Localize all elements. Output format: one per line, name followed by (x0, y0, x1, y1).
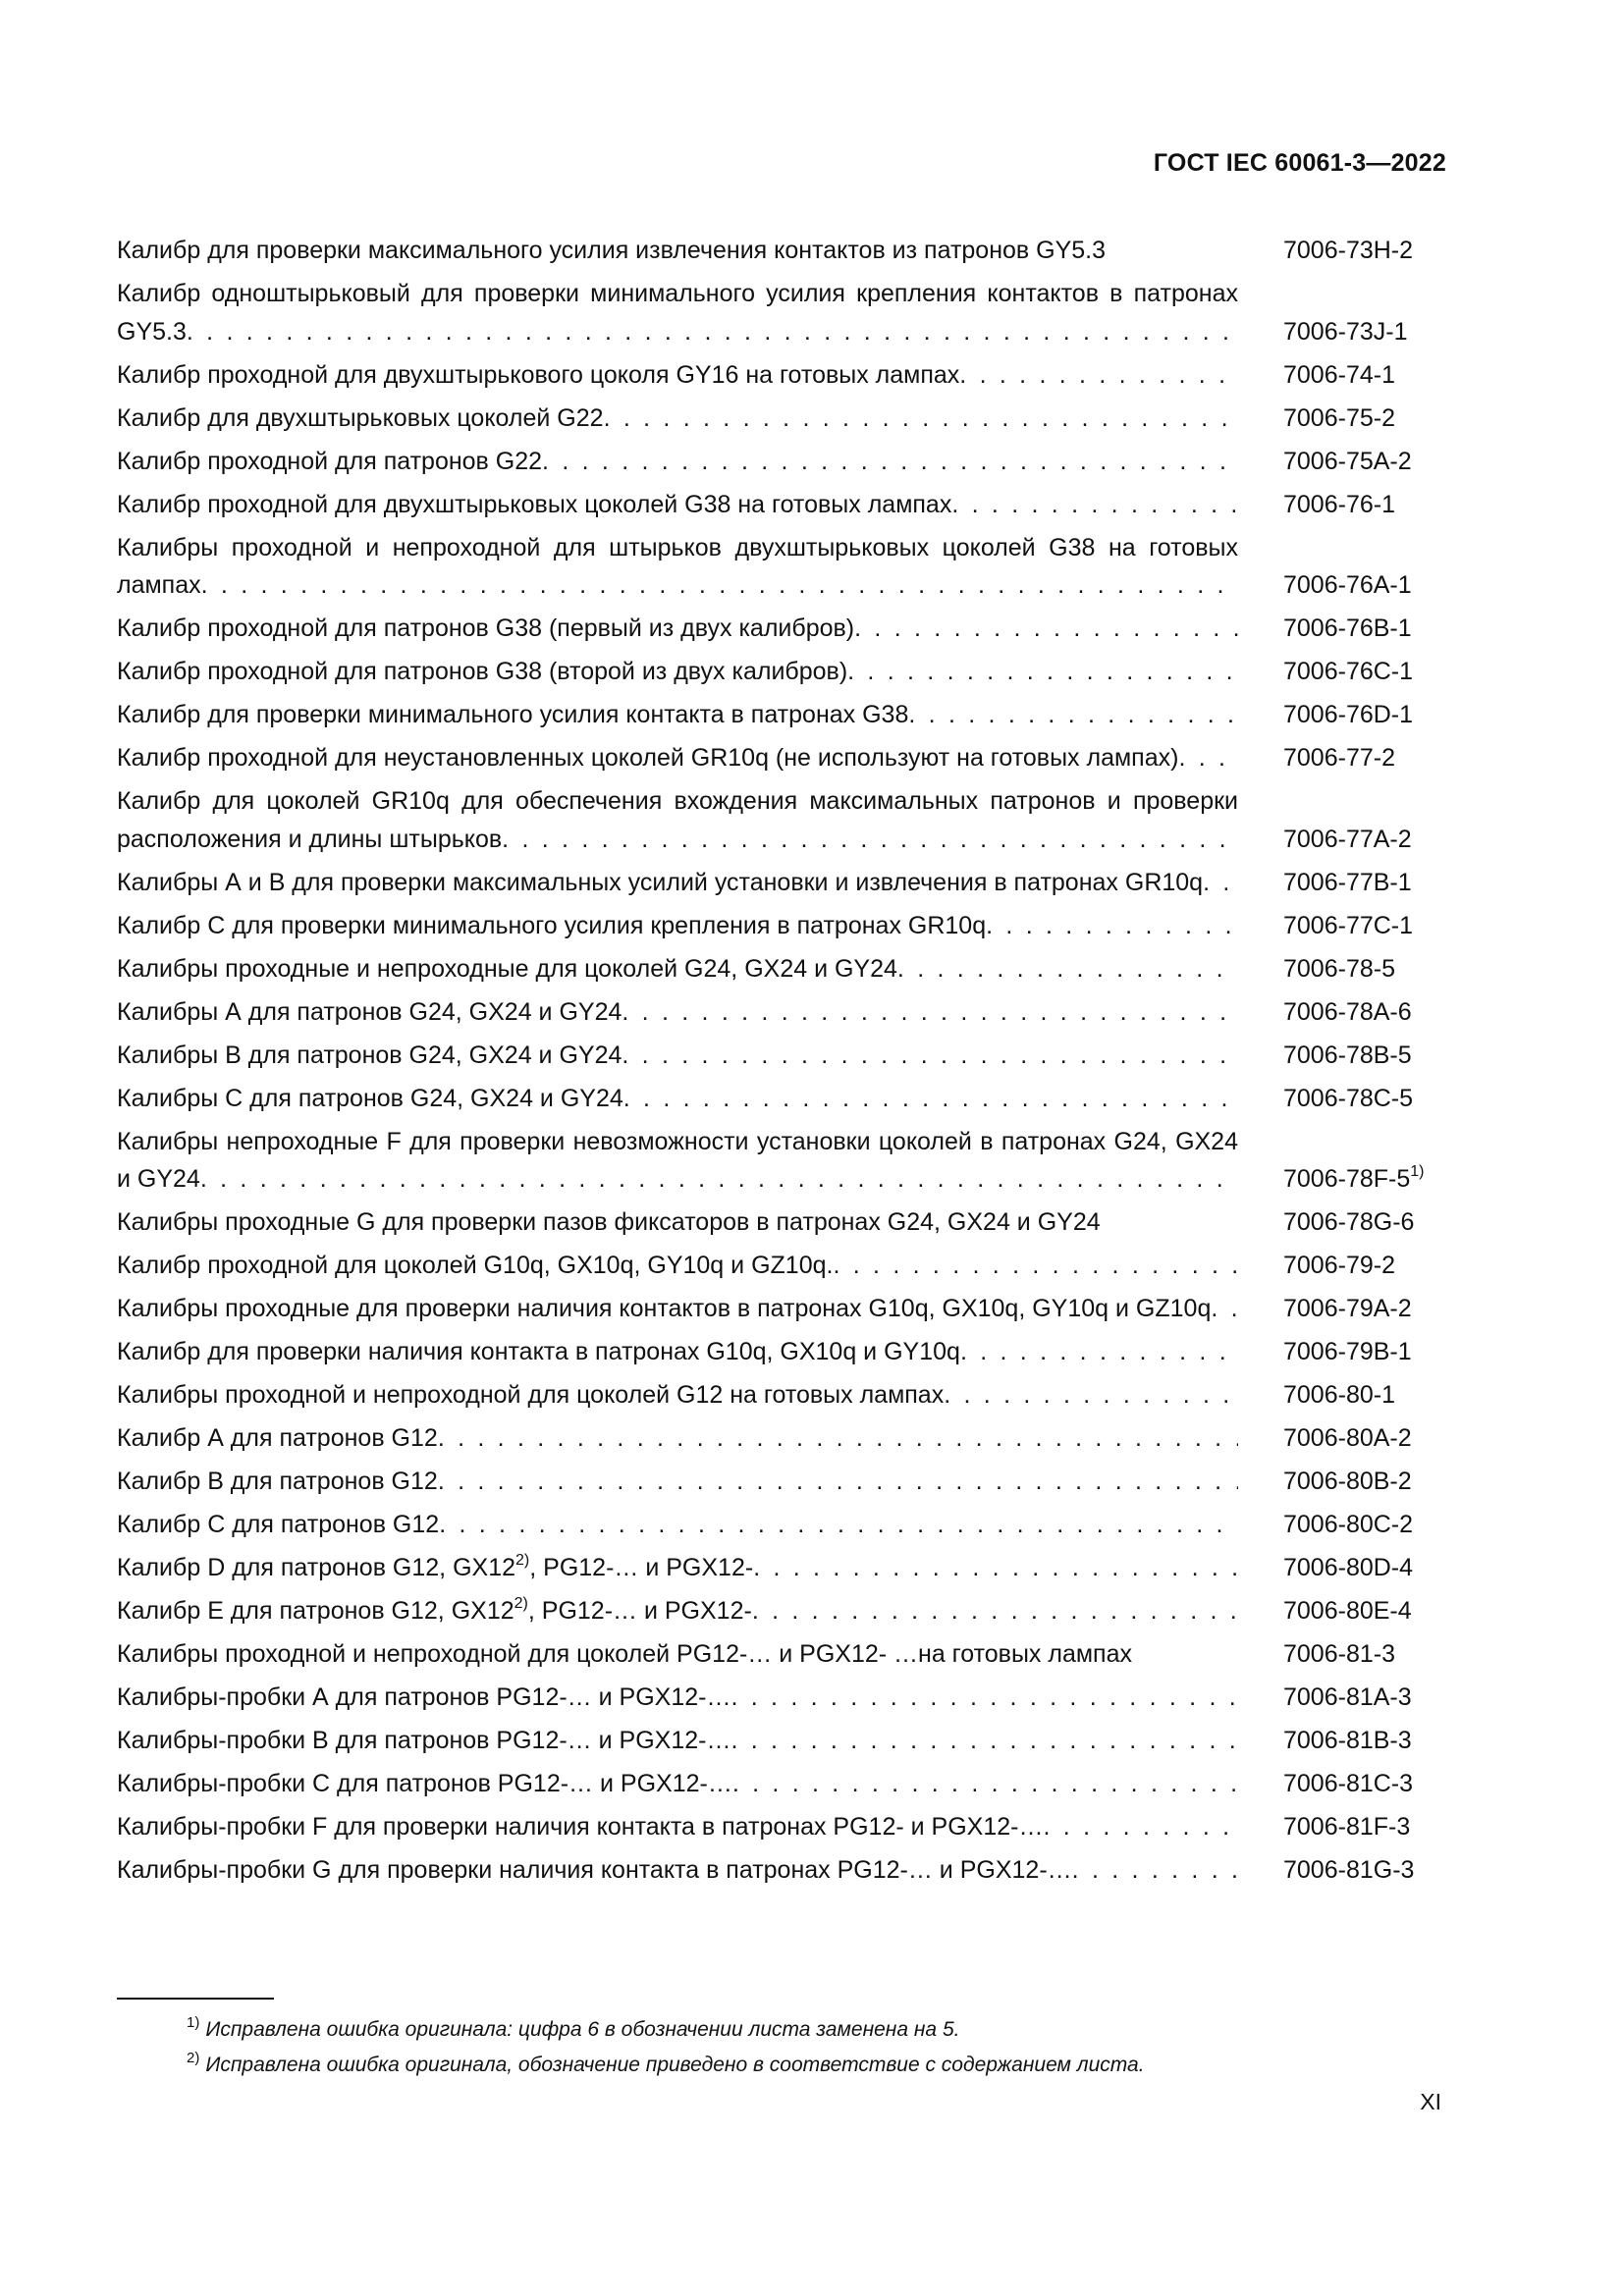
footnote-separator (117, 1998, 274, 2000)
toc-entry-code-value: 7006-79A-2 (1283, 1295, 1412, 1322)
toc-entry-title: Калибр С для патронов G12 (117, 1511, 440, 1538)
toc-entry (117, 1506, 1433, 1544)
dot-leader (959, 356, 1238, 395)
toc-entry-code (1283, 1851, 1414, 1890)
toc-entry-title-block (117, 1203, 1238, 1242)
toc-entry-title-block (117, 400, 1238, 438)
toc-entry-code (1283, 1722, 1412, 1760)
toc-entry-title: Калибры-пробки А для патронов PG12-… и PGX12-… (117, 1683, 731, 1711)
toc-entry (117, 486, 1433, 524)
toc-entry-title: Калибры С для патронов G24, GX24 и GY24 (117, 1084, 623, 1112)
toc-entry-code-value: 7006-73J-1 (1283, 317, 1408, 346)
toc-entry-code (1283, 907, 1413, 945)
toc-entry-title: Калибры проходной и непроходной для штырьков двухштырьковых цоколей G38 на готовых лампах (117, 533, 1238, 599)
toc-entry-title-block (117, 1506, 1238, 1544)
toc-entry-code (1283, 1463, 1412, 1501)
toc-entry-title-block (117, 782, 1238, 858)
toc-entry-code-value: 7006-76-1 (1283, 490, 1395, 518)
footnote (187, 2012, 1145, 2048)
toc-entry-title: Калибр для двухштырьковых цоколей G22 (117, 403, 604, 432)
toc-entry-title: Калибр В для патронов G12 (117, 1468, 438, 1495)
footnote-mark: 1) (187, 2014, 200, 2031)
dot-leader (833, 1247, 1238, 1285)
toc-entry-title: Калибры непроходные F для проверки невозможности установки цоколей в патронах G24, GX24 и GY24 (117, 1127, 1238, 1193)
toc-entry-title-block (117, 907, 1238, 945)
toc-entry (117, 1333, 1433, 1371)
toc-entry-code-value: 7006-74-1 (1283, 360, 1395, 389)
toc-entry-title-rest: , PG12-… и PGX12- (529, 1554, 754, 1581)
toc-entry-code-value: 7006-81C-3 (1283, 1770, 1414, 1797)
toc-entry-title-block (117, 1290, 1238, 1328)
toc-entry-code (1283, 1160, 1424, 1199)
toc-entry-code-value: 7006-81A-3 (1283, 1683, 1412, 1711)
toc-entry-title: Калибры проходные G для проверки пазов фиксаторов в патронах G24, GX24 и GY24 (117, 1208, 1101, 1236)
toc-entry-title: Калибр проходной для патронов G38 (второй из двух калибров) (117, 658, 848, 685)
toc-entry-title-block (117, 696, 1238, 734)
toc-entry (117, 739, 1433, 777)
toc-entry-code (1283, 821, 1412, 859)
toc-entry (117, 1808, 1433, 1846)
dot-leader (1072, 1851, 1238, 1890)
toc-entry-title-block (117, 1851, 1238, 1890)
toc-entry-title: Калибр проходной для двухштырьковых цоколей G38 на готовых лампах (117, 490, 952, 518)
toc-entry (117, 1851, 1433, 1890)
toc-entry-code-value: 7006-76A-1 (1283, 571, 1412, 599)
toc-entry-title-block (117, 529, 1238, 605)
toc-entry-code (1283, 1419, 1412, 1458)
dot-leader (200, 1160, 1238, 1199)
toc-entry-title-block (117, 993, 1238, 1032)
toc-entry-title-block (117, 486, 1238, 524)
toc-entry (117, 1635, 1433, 1674)
dot-leader (854, 610, 1238, 648)
toc-entry-title-block (117, 356, 1238, 395)
toc-entry-code-value: 7006-78C-5 (1283, 1084, 1414, 1112)
toc-entry-title: Калибр для цоколей GR10q для обеспечения вхождения максимальных патронов и проверки расположения и длины штырьков (117, 787, 1238, 853)
toc-entry-code (1283, 313, 1407, 351)
toc-entry-code (1283, 486, 1395, 524)
toc-entry-code (1283, 232, 1413, 270)
footnote-ref: 2) (515, 1552, 530, 1569)
toc-entry-code-value: 7006-81B-3 (1283, 1727, 1412, 1754)
toc-entry-code (1283, 566, 1412, 605)
toc-entry-code-value: 7006-76B-1 (1283, 614, 1412, 642)
toc-entry-title: Калибры-пробки С для патронов PG12-… и PGX12-… (117, 1770, 732, 1797)
toc-entry-title-block (117, 1722, 1238, 1760)
toc-entry-code-value: 7006-78G-6 (1283, 1208, 1415, 1236)
dot-leader (1043, 1808, 1238, 1846)
toc-entry-title-block (117, 275, 1238, 350)
toc-entry-code (1283, 1808, 1410, 1846)
toc-entry (117, 864, 1433, 902)
footnote-ref: 1) (1410, 1163, 1425, 1180)
toc-entry (117, 1463, 1433, 1501)
toc-entry-code (1283, 356, 1395, 395)
dot-leader (847, 653, 1238, 691)
toc-entry-title: Калибр проходной для неустановленных цоколей GR10q (не используют на готовых лампах) (117, 744, 1179, 772)
toc-entry-code-value: 7006-79B-1 (1283, 1338, 1412, 1365)
toc-entry-title-block (117, 1808, 1238, 1846)
toc-entry-code (1283, 1765, 1413, 1803)
dot-leader (1203, 864, 1238, 902)
toc-entry-code-value: 7006-77A-2 (1283, 825, 1412, 853)
dot-leader (1178, 739, 1238, 777)
toc-entry-code (1283, 1506, 1413, 1544)
toc-entry-title-block (117, 443, 1238, 481)
toc-entry-title-block (117, 1419, 1238, 1458)
toc-entry (117, 696, 1433, 734)
dot-leader (439, 1506, 1238, 1544)
toc-entry-code-value: 7006-81G-3 (1283, 1856, 1415, 1884)
dot-leader (730, 1722, 1238, 1760)
toc-entry-code-value: 7006-80E-4 (1283, 1597, 1412, 1625)
toc-entry-title-block (117, 1592, 1238, 1630)
dot-leader (201, 566, 1238, 605)
toc-entry (117, 1290, 1433, 1328)
toc-entry-code (1283, 739, 1395, 777)
toc-entry-title: Калибры проходной и непроходной для цоколей PG12-… и PGX12- …на готовых лампах (117, 1640, 1132, 1668)
toc-entry (117, 1592, 1433, 1630)
toc-entry-title-block (117, 1333, 1238, 1371)
toc-entry (117, 1765, 1433, 1803)
toc-entry (117, 950, 1433, 988)
toc-entry (117, 610, 1433, 648)
toc-entry-code-value: 7006-81F-3 (1283, 1813, 1411, 1841)
toc-entry-code (1283, 1080, 1413, 1118)
toc-entry-title: Калибры проходной и непроходной для цоколей G12 на готовых лампах (117, 1381, 945, 1409)
footnote (187, 2048, 1145, 2083)
footnote-mark: 2) (187, 2050, 200, 2066)
toc-entry-title: Калибр E для патронов G12, GX12 (117, 1597, 514, 1625)
dot-leader (187, 313, 1238, 351)
toc-entry-code-value: 7006-77C-1 (1283, 911, 1414, 939)
toc-entry-code-value: 7006-78A-6 (1283, 997, 1412, 1026)
toc-entry-title-block (117, 1463, 1238, 1501)
toc-entry-title: Калибр С для проверки минимального усилия крепления в патронах GR10q (117, 911, 987, 939)
page-number: XI (1420, 2089, 1441, 2114)
dot-leader (438, 1463, 1238, 1501)
toc-entry-title: Калибры В для патронов G24, GX24 и GY24 (117, 1041, 622, 1069)
toc-entry-code (1283, 993, 1412, 1032)
dot-leader (730, 1679, 1238, 1717)
toc-entry-code-value: 7006-80C-2 (1283, 1511, 1414, 1538)
dot-leader (542, 443, 1238, 481)
dot-leader (986, 907, 1238, 945)
toc-entry-title: Калибры А и В для проверки максимальных усилий установки и извлечения в патронах GR10q (117, 868, 1204, 896)
toc-entry-title-block (117, 1123, 1238, 1199)
toc-entry (117, 653, 1433, 691)
toc-entry-code (1283, 1592, 1412, 1630)
toc-entry-title-block (117, 1549, 1238, 1587)
toc-entry (117, 232, 1433, 270)
dot-leader (960, 1333, 1238, 1371)
toc-entry-title: Калибры-пробки F для проверки наличия контакта в патронах PG12- и PGX12-… (117, 1813, 1044, 1841)
toc-entry-code (1283, 1247, 1395, 1285)
toc-entry (117, 993, 1433, 1032)
toc-entry-title: Калибр одноштырьковый для проверки минимального усилия крепления контактов в патронах GY5.3 (117, 280, 1238, 346)
dot-leader (897, 950, 1238, 988)
toc-entry-code (1283, 1203, 1414, 1242)
toc-entry-code-value: 7006-73H-2 (1283, 237, 1414, 264)
toc-entry-title-block (117, 1080, 1238, 1118)
dot-leader (908, 696, 1238, 734)
toc-entry-code-value: 7006-79-2 (1283, 1252, 1395, 1279)
toc-entry-code-value: 7006-80-1 (1283, 1381, 1395, 1409)
toc-entry-title: Калибр проходной для патронов G22 (117, 447, 543, 475)
toc-entry (117, 1679, 1433, 1717)
table-of-contents (117, 232, 1433, 1895)
toc-entry (117, 1247, 1433, 1285)
toc-entry-title-block (117, 610, 1238, 648)
toc-entry-title: Калибры проходные и непроходные для цоколей G24, GX24 и GY24 (117, 954, 897, 983)
toc-entry-title: Калибр проходной для патронов G38 (первый из двух калибров) (117, 614, 855, 642)
toc-entry-code (1283, 1635, 1395, 1674)
dot-leader (753, 1549, 1238, 1587)
dot-leader (622, 993, 1238, 1032)
toc-entry-code (1283, 696, 1413, 734)
toc-entry-title-rest: , PG12-… и PGX12- (527, 1597, 752, 1625)
dot-leader (438, 1419, 1238, 1458)
dot-leader (951, 486, 1238, 524)
toc-entry (117, 782, 1433, 858)
toc-entry (117, 1123, 1433, 1199)
dot-leader (604, 400, 1238, 438)
toc-entry-code (1283, 1679, 1412, 1717)
toc-entry-title: Калибр для проверки минимального усилия контакта в патронах G38 (117, 701, 909, 728)
toc-entry-code-value: 7006-80B-2 (1283, 1468, 1412, 1495)
toc-entry (117, 1376, 1433, 1415)
toc-entry-code-value: 7006-78F-5 (1283, 1165, 1411, 1193)
toc-entry (117, 1037, 1433, 1075)
dot-leader (732, 1765, 1238, 1803)
toc-entry (117, 275, 1433, 350)
toc-entry-code (1283, 400, 1395, 438)
toc-entry-title: Калибры А для патронов G24, GX24 и GY24 (117, 997, 622, 1026)
toc-entry-code-value: 7006-77-2 (1283, 744, 1395, 772)
toc-entry-code (1283, 610, 1412, 648)
dot-leader (622, 1037, 1238, 1075)
toc-entry (117, 1080, 1433, 1118)
toc-entry-code-value: 7006-75-2 (1283, 403, 1395, 432)
toc-entry-title-block (117, 1376, 1238, 1415)
dot-leader (1211, 1290, 1238, 1328)
toc-entry (117, 443, 1433, 481)
toc-entry-title-block (117, 653, 1238, 691)
toc-entry (117, 1722, 1433, 1760)
toc-entry-code-value: 7006-80D-4 (1283, 1554, 1414, 1581)
toc-entry-title-block (117, 1635, 1238, 1674)
toc-entry-title-block (117, 1679, 1238, 1717)
toc-entry-code (1283, 950, 1395, 988)
dot-leader (752, 1592, 1238, 1630)
toc-entry (117, 1203, 1433, 1242)
dot-leader (502, 821, 1238, 859)
footnotes (187, 2012, 1145, 2083)
dot-leader (944, 1376, 1238, 1415)
toc-entry-title-block (117, 864, 1238, 902)
footnote-ref: 2) (514, 1595, 528, 1612)
toc-entry (117, 1549, 1433, 1587)
toc-entry-code-value: 7006-80A-2 (1283, 1424, 1412, 1452)
toc-entry-code-value: 7006-78-5 (1283, 954, 1395, 983)
toc-entry-title: Калибр для проверки максимального усилия извлечения контактов из патронов GY5.3 (117, 237, 1107, 264)
toc-entry-title: Калибры проходные для проверки наличия контактов в патронах G10q, GX10q, GY10q и GZ10q (117, 1295, 1212, 1322)
toc-entry (117, 1419, 1433, 1458)
toc-entry (117, 400, 1433, 438)
toc-entry-code (1283, 1549, 1413, 1587)
toc-entry-title: Калибры-пробки G для проверки наличия контакта в патронах PG12-… и PGX12-… (117, 1856, 1072, 1884)
toc-entry-title: Калибр проходной для цоколей G10q, GX10q, GY10q и GZ10q. (117, 1252, 834, 1279)
dot-leader (623, 1080, 1238, 1118)
toc-entry-code-value: 7006-78B-5 (1283, 1041, 1412, 1069)
toc-entry-code-value: 7006-81-3 (1283, 1640, 1395, 1668)
toc-entry-code (1283, 1376, 1395, 1415)
toc-entry (117, 529, 1433, 605)
toc-entry-title-block (117, 739, 1238, 777)
toc-entry-code (1283, 1037, 1412, 1075)
toc-entry-title: Калибр D для патронов G12, GX12 (117, 1554, 516, 1581)
toc-entry-title-block (117, 1247, 1238, 1285)
toc-entry-title-block (117, 1037, 1238, 1075)
footnote-text: Исправлена ошибка оригинала, обозначение приведено в соответствие с содержанием листа. (205, 2054, 1145, 2076)
toc-entry-code (1283, 864, 1412, 902)
toc-entry-code (1283, 443, 1412, 481)
toc-entry-code-value: 7006-76C-1 (1283, 658, 1414, 685)
toc-entry-code-value: 7006-76D-1 (1283, 701, 1414, 728)
toc-entry-code-value: 7006-77B-1 (1283, 868, 1412, 896)
toc-entry-title-block (117, 1765, 1238, 1803)
toc-entry-title: Калибр А для патронов G12 (117, 1424, 438, 1452)
toc-entry (117, 907, 1433, 945)
toc-entry (117, 356, 1433, 395)
toc-entry-code (1283, 1290, 1412, 1328)
toc-entry-code-value: 7006-75A-2 (1283, 447, 1412, 475)
toc-entry-title-block (117, 950, 1238, 988)
document-header: ГОСТ IEC 60061-3—2022 (1153, 149, 1446, 177)
toc-entry-title: Калибр проходной для двухштырькового цоколя GY16 на готовых лампах (117, 360, 960, 389)
toc-entry-title-block (117, 232, 1238, 270)
toc-entry-code (1283, 653, 1413, 691)
toc-entry-title: Калибр для проверки наличия контакта в патронах G10q, GX10q и GY10q (117, 1338, 960, 1365)
footnote-text: Исправлена ошибка оригинала: цифра 6 в обозначении листа заменена на 5. (205, 2018, 960, 2041)
toc-entry-code (1283, 1333, 1412, 1371)
toc-entry-title: Калибры-пробки В для патронов PG12-… и PGX12-… (117, 1727, 731, 1754)
